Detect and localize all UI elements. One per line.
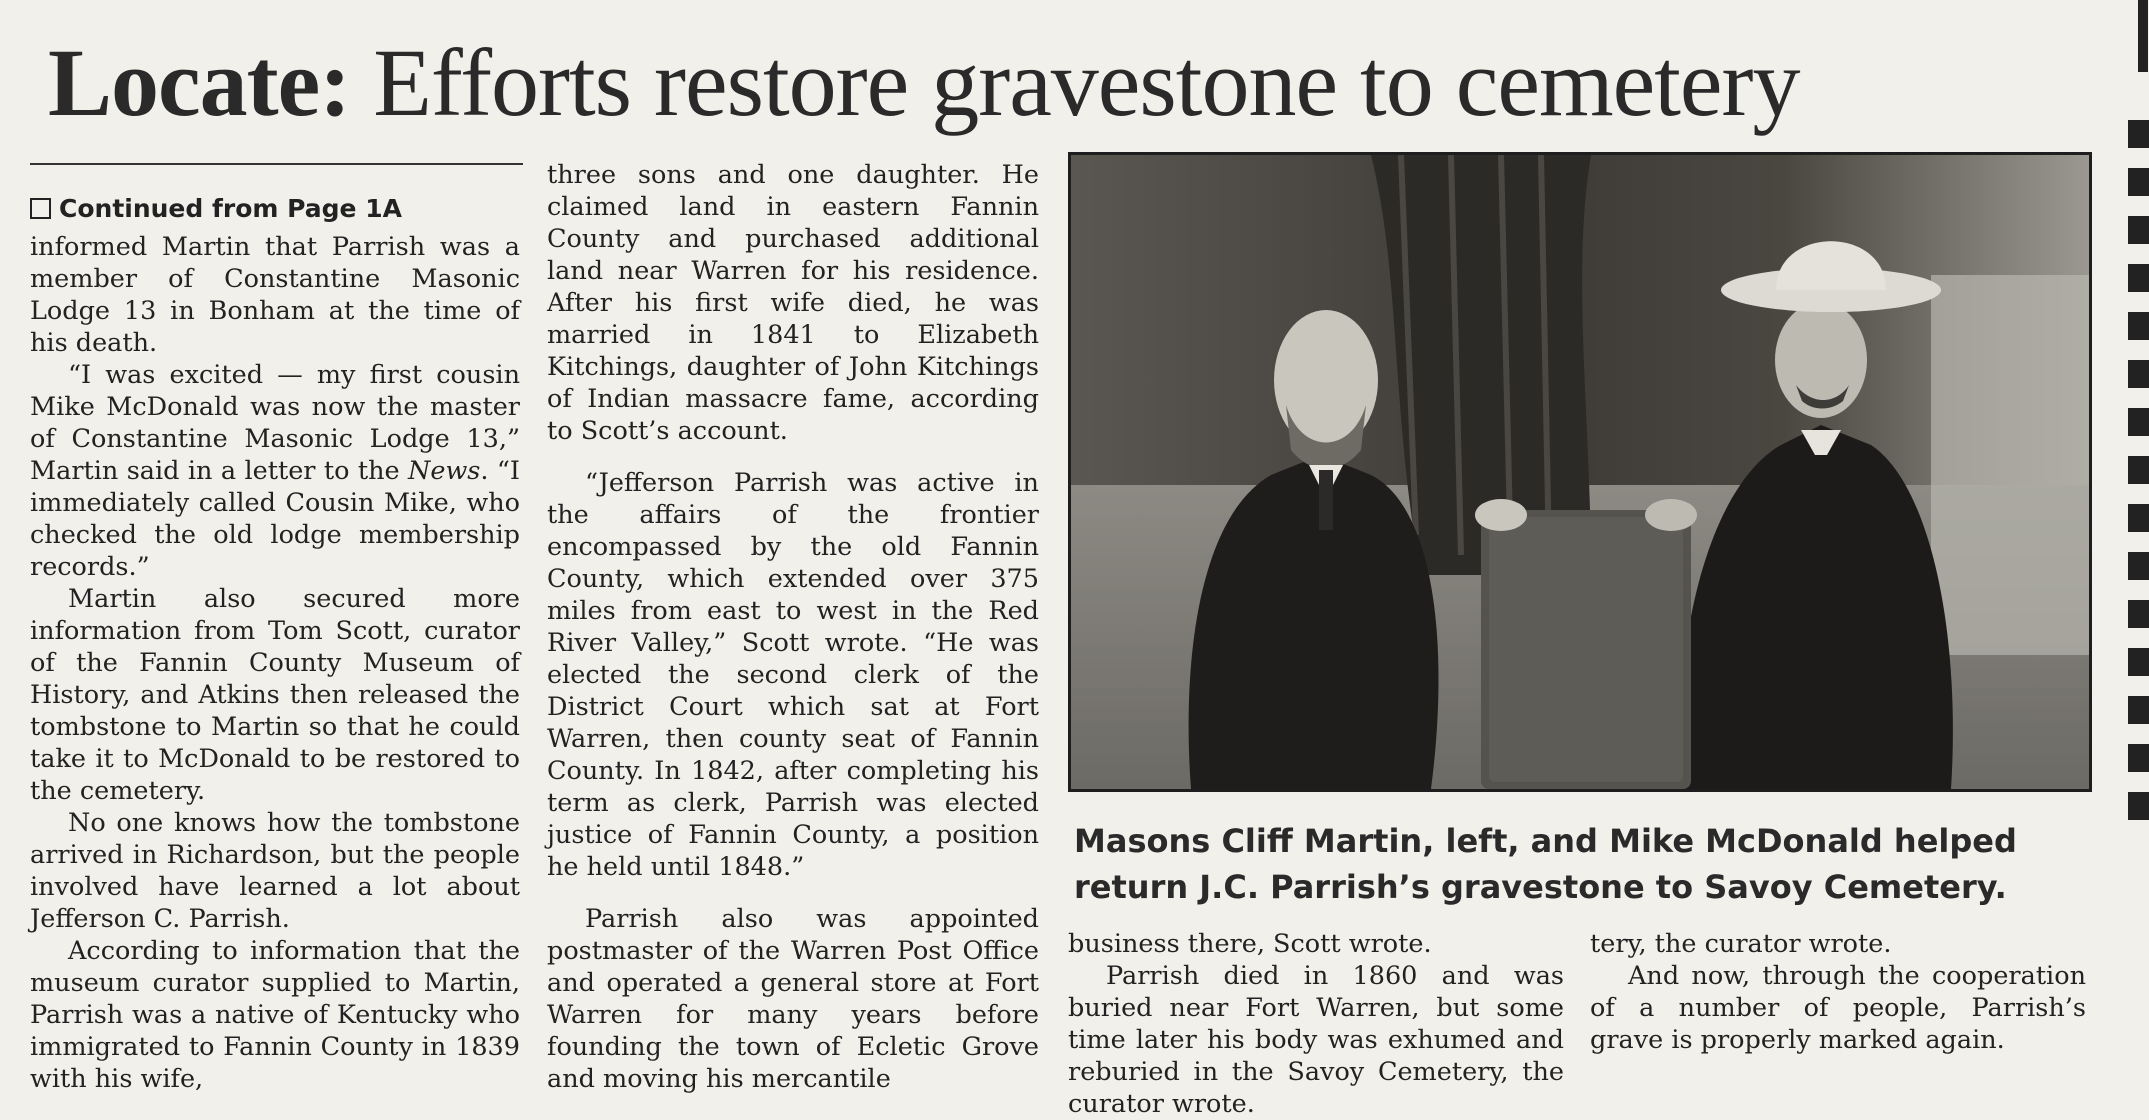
paragraph: According to information that the museum curator supplied to Martin, Parrish was a native of Kentucky who immigrated to Fannin County in 1839 with his wife, bbox=[30, 936, 520, 1094]
page-edge-mark bbox=[2128, 360, 2149, 388]
page-edge-mark bbox=[2128, 408, 2149, 436]
paragraph: business there, Scott wrote. bbox=[1068, 929, 1432, 959]
paragraph: informed Martin that Parrish was a member of Constantine Masonic Lodge 13 in Bonham at the time of his death. bbox=[30, 232, 520, 358]
page-edge-mark bbox=[2128, 120, 2149, 148]
headline-kicker: Locate: bbox=[48, 29, 351, 136]
news-photo bbox=[1068, 152, 2092, 792]
paragraph: Martin also secured more information from Tom Scott, curator of the Fannin County Museum of History, and Atkins then released the tombstone to Martin so that he could take it to McDonald to be restored to the cemetery. bbox=[30, 584, 520, 806]
page-edge-mark bbox=[2128, 264, 2149, 292]
paragraph: tery, the curator wrote. bbox=[1590, 929, 1892, 959]
article-column-2 bbox=[547, 159, 1039, 1095]
paragraph: “Jefferson Parrish was active in the affairs of the frontier encompassed by the old Fannin County, which extended over 375 miles from east to west in the Red River Valley,” Scott wrote. “He was elected the second clerk of the District Court which sat at Fort Warren, then county seat of Fannin County. In 1842, after completing his term as clerk, Parrish was elected justice of Fannin County, a position he held until 1848.” bbox=[547, 468, 1039, 882]
headline bbox=[48, 28, 2008, 138]
page-edge-mark bbox=[2138, 0, 2148, 72]
page-edge-mark bbox=[2128, 456, 2149, 484]
publication-name: News bbox=[408, 456, 481, 486]
paragraph: “I was excited — my first cousin Mike McDonald was now the master of Constantine Masonic Lodge 13,” Martin said in a letter to the News. “I immediately called Cousin Mike, who checked the old lodge membership records.” bbox=[30, 360, 520, 582]
page-edge-mark bbox=[2128, 600, 2149, 628]
paragraph: And now, through the cooperation of a number of people, Parrish’s grave is properly marked again. bbox=[1590, 961, 2086, 1055]
paragraph: No one knows how the tombstone arrived in Richardson, but the people involved have learned a lot about Jefferson C. Parrish. bbox=[30, 808, 520, 934]
page-edge-mark bbox=[2128, 648, 2149, 676]
checkbox-square-icon bbox=[30, 198, 51, 219]
page-edge-mark bbox=[2128, 504, 2149, 532]
paragraph: three sons and one daughter. He claimed land in eastern Fannin County and purchased additional land near Warren for his residence. After his first wife died, he was married in 1841 to Elizabeth Kitchings, daughter of John Kitchings of Indian massacre fame, according to Scott’s account. bbox=[547, 160, 1039, 446]
photo-illustration bbox=[1071, 155, 2089, 789]
page-edge-mark bbox=[2128, 168, 2149, 196]
photo-caption: Masons Cliff Martin, left, and Mike McDonald helped return J.C. Parrish’s gravestone to Savoy Cemetery. bbox=[1074, 822, 2017, 906]
article-column-3 bbox=[1068, 928, 1564, 1120]
article-column-1 bbox=[30, 165, 520, 1095]
page-edge-mark bbox=[2128, 792, 2149, 820]
headline-text: Efforts restore gravestone to cemetery bbox=[373, 29, 1800, 136]
article-column-4 bbox=[1590, 928, 2086, 1056]
page-edge-mark bbox=[2128, 696, 2149, 724]
page-edge-mark bbox=[2128, 216, 2149, 244]
paragraph: Parrish also was appointed postmaster of the Warren Post Office and operated a general store at Fort Warren for many years before founding the town of Ecletic Grove and moving his mercantile bbox=[547, 904, 1039, 1094]
page-edge-mark bbox=[2128, 744, 2149, 772]
page-edge-mark bbox=[2128, 552, 2149, 580]
page-edge-mark bbox=[2128, 312, 2149, 340]
paragraph: Parrish died in 1860 and was buried near Fort Warren, but some time later his body was exhumed and reburied in the Savoy Cemetery, the curator wrote. bbox=[1068, 961, 1564, 1119]
continued-label: Continued from Page 1A bbox=[30, 193, 520, 225]
